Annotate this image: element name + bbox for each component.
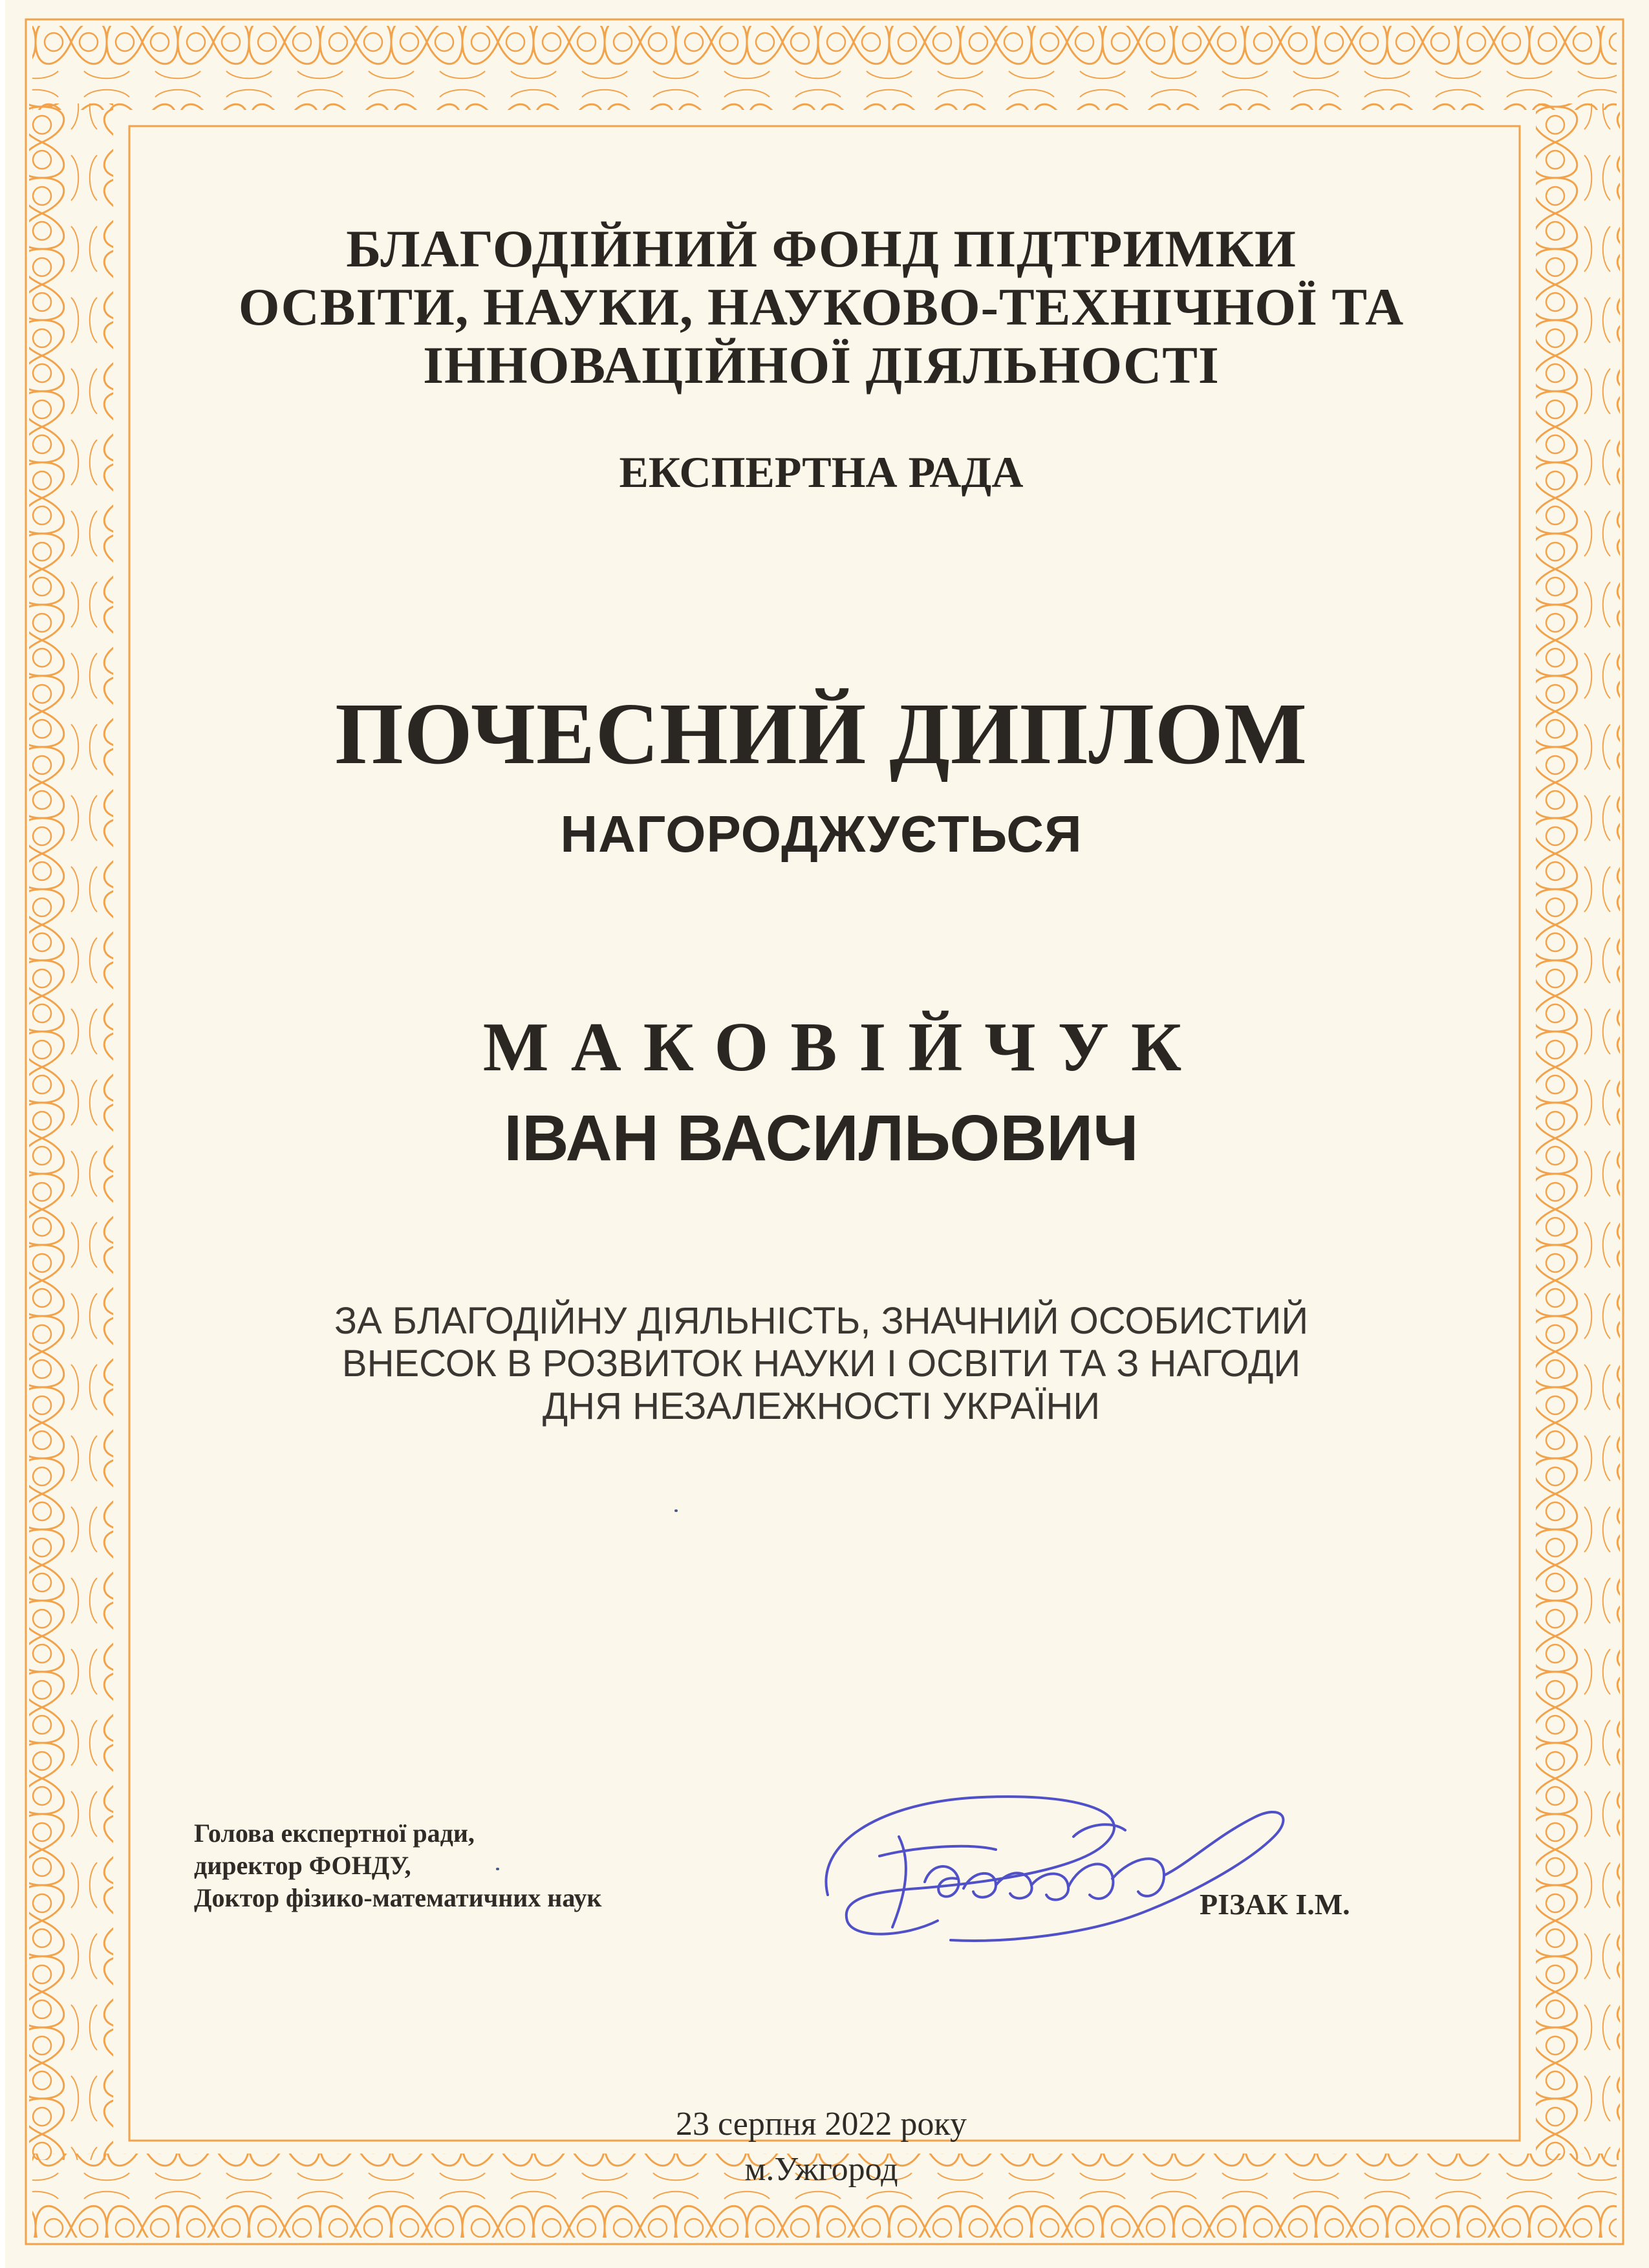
award-reason bbox=[213, 1300, 1429, 1428]
signer-position-line-1: Голова експертної ради, bbox=[194, 1819, 475, 1848]
organization-line-2: ОСВІТИ, НАУКИ, НАУКОВО-ТЕХНІЧНОЇ ТА bbox=[238, 277, 1405, 336]
organization-name bbox=[213, 220, 1429, 394]
award-reason-line-3: ДНЯ НЕЗАЛЕЖНОСТІ УКРАЇНИ bbox=[542, 1385, 1101, 1427]
award-reason-line-2: ВНЕСОК В РОЗВИТОК НАУКИ І ОСВІТИ ТА З НАГОДИ bbox=[341, 1343, 1301, 1385]
recipient-given-names: ІВАН ВАСИЛЬОВИЧ bbox=[504, 1102, 1139, 1174]
organization-line-3: ІННОВАЦІЙНОЇ ДІЯЛЬНОСТІ bbox=[423, 336, 1220, 394]
awarded-label: НАГОРОДЖУЄТЬСЯ bbox=[560, 805, 1083, 863]
issue-date: 23 серпня 2022 року bbox=[676, 2106, 967, 2143]
signature-icon bbox=[802, 1766, 1306, 1972]
diploma-title: ПОЧЕСНИЙ ДИПЛОМ bbox=[335, 686, 1308, 783]
signer-position bbox=[194, 1817, 601, 1914]
signer-position-line-2: директор ФОНДУ, bbox=[194, 1851, 411, 1880]
issue-city: м.Ужгород bbox=[744, 2151, 898, 2188]
award-reason-line-1: ЗА БЛАГОДІЙНУ ДІЯЛЬНІСТЬ, ЗНАЧНИЙ ОСОБИСТИЙ bbox=[334, 1300, 1309, 1342]
signer-name: РІЗАК І.М. bbox=[1200, 1888, 1350, 1921]
organization-line-1: БЛАГОДІЙНИЙ ФОНД ПІДТРИМКИ bbox=[346, 219, 1297, 278]
ink-speck bbox=[674, 1509, 678, 1512]
recipient-surname: МАКОВІЙЧУК bbox=[482, 1009, 1204, 1086]
signer-position-line-3: Доктор фізико-математичних наук bbox=[194, 1883, 602, 1912]
expert-council-heading: ЕКСПЕРТНА РАДА bbox=[619, 448, 1024, 497]
